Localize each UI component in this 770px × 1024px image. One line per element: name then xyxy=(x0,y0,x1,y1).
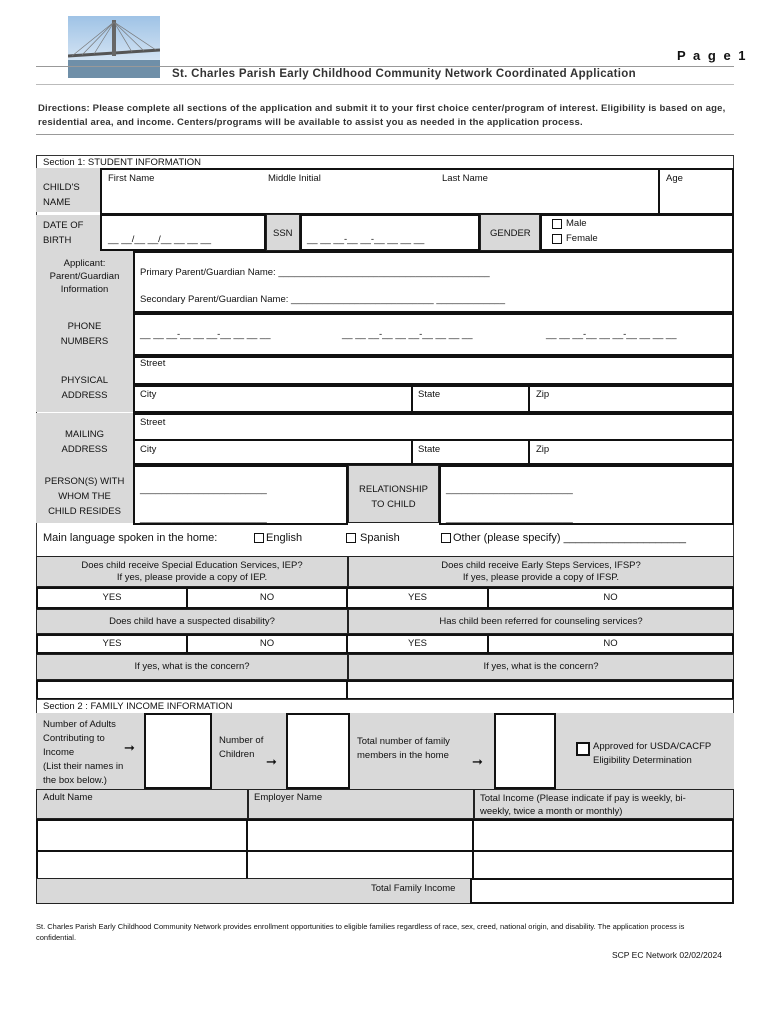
physical-street-label: Street xyxy=(140,358,166,369)
male-label: Male xyxy=(566,218,587,229)
income-row-1-employer[interactable] xyxy=(246,819,474,852)
physical-street-field[interactable] xyxy=(133,356,734,385)
ssn-label: SSN xyxy=(273,228,293,239)
concern-question-2: If yes, what is the concern? xyxy=(483,661,599,672)
phone-blank-3: __ __ __-__ __ __-__ __ __ __ xyxy=(546,329,677,340)
ifsp-question: Does child receive Early Steps Services, IFSP? If yes, please provide a copy of IFSP. xyxy=(441,560,641,583)
family-label: Total number of family members in the home xyxy=(357,736,450,761)
mailing-label: MAILING ADDRESS xyxy=(61,429,108,455)
persons-label: PERSON(S) WITH WHOM THE CHILD RESIDES xyxy=(44,476,125,517)
adult-name-label: Adult Name xyxy=(43,792,93,803)
disability-no: NO xyxy=(259,638,275,649)
ifsp-no: NO xyxy=(603,592,618,603)
relationship-label: RELATIONSHIP TO CHILD xyxy=(359,484,428,510)
children-count-field[interactable] xyxy=(286,713,350,789)
physical-label: PHYSICAL ADDRESS xyxy=(61,375,108,401)
persons-line-1: ________________________ xyxy=(140,484,267,495)
dob-blank: __ __/__ __/__ __ __ __ xyxy=(108,234,212,245)
persons-line-2: ________________________ xyxy=(140,513,267,524)
header-rule-2 xyxy=(36,84,734,85)
income-row-1-total[interactable] xyxy=(472,819,734,852)
counseling-no: NO xyxy=(603,638,618,649)
physical-city-label: City xyxy=(140,389,157,400)
childs-name-field[interactable] xyxy=(100,168,734,215)
mailing-state-label: State xyxy=(418,444,441,455)
relationship-line-1: ________________________ xyxy=(446,484,573,495)
iep-yes: YES xyxy=(102,592,122,603)
children-label: Number of Children xyxy=(219,735,264,760)
primary-guardian-line: Primary Parent/Guardian Name: ________________________________________ xyxy=(140,267,490,278)
total-family-income-label: Total Family Income xyxy=(371,883,456,894)
counseling-question: Has child been referred for counseling services? xyxy=(439,616,643,627)
counseling-yes: YES xyxy=(407,638,427,649)
mailing-street-label: Street xyxy=(140,417,166,428)
disability-question: Does child have a suspected disability? xyxy=(109,616,275,627)
concern-field-1[interactable] xyxy=(36,680,348,700)
physical-state-label: State xyxy=(418,389,441,400)
childs-name-label: CHILD'S NAME xyxy=(43,182,80,208)
form-title: St. Charles Parish Early Childhood Community Network Coordinated Application xyxy=(172,68,636,80)
ssn-blank: __ __ __-__ __-__ __ __ __ xyxy=(307,234,425,245)
usda-checkbox[interactable] xyxy=(576,742,590,756)
physical-zip-field[interactable] xyxy=(528,385,734,413)
total-income-label: Total Income (Please indicate if pay is weekly, bi- weekly, twice a month or monthly) xyxy=(480,793,686,817)
spanish-checkbox[interactable] xyxy=(346,533,356,543)
gender-label: GENDER xyxy=(490,228,531,239)
total-family-income-field[interactable] xyxy=(470,878,734,904)
other-label: Other (please specify) ____________________ xyxy=(453,532,687,544)
directions: Directions: Please complete all sections of the application and submit it to your first choice center/program of interest. Eligibility is based on age, residential area, and income. Centers/programs will be available to assist you as needed in the application process. xyxy=(38,103,726,128)
mailing-zip-field[interactable] xyxy=(528,439,734,465)
ifsp-yes: YES xyxy=(407,592,427,603)
directions-rule xyxy=(36,134,734,135)
usda-label: Approved for USDA/CACFP Eligibility Determination xyxy=(593,741,712,766)
section1-title: Section 1: STUDENT INFORMATION xyxy=(43,157,202,168)
section2-title: Section 2 : FAMILY INCOME INFORMATION xyxy=(43,701,233,712)
language-label: Main language spoken in the home: xyxy=(43,532,218,544)
family-arrow-icon: ➞ xyxy=(472,754,483,769)
secondary-guardian-line: Secondary Parent/Guardian Name: ___________________________ _____________ xyxy=(140,294,506,305)
disability-yes: YES xyxy=(102,638,122,649)
english-label: English xyxy=(266,532,303,544)
concern-question-1: If yes, what is the concern? xyxy=(134,661,250,672)
spanish-label: Spanish xyxy=(360,532,400,544)
female-label: Female xyxy=(566,233,598,244)
phone-label: PHONE NUMBERS xyxy=(60,321,109,347)
other-checkbox[interactable] xyxy=(441,533,451,543)
family-count-field[interactable] xyxy=(494,713,556,789)
footer-notice: St. Charles Parish Early Childhood Community Network provides enrollment opportunities to eligible families regardless of race, sex, creed, national origin, and disability. The application process is confidential. xyxy=(36,922,685,942)
mailing-city-label: City xyxy=(140,444,157,455)
income-row-2-adult[interactable] xyxy=(36,850,248,880)
age-label: Age xyxy=(666,173,683,184)
iep-question: Does child receive Special Education Services, IEP? If yes, please provide a copy of IEP. xyxy=(81,560,303,583)
first-name-label: First Name xyxy=(108,173,155,184)
mailing-street-field[interactable] xyxy=(133,413,734,441)
female-checkbox[interactable] xyxy=(552,234,562,244)
physical-zip-label: Zip xyxy=(536,389,550,400)
employer-name-label: Employer Name xyxy=(254,792,323,803)
income-row-2-employer[interactable] xyxy=(246,850,474,880)
concern-field-2[interactable] xyxy=(346,680,734,700)
adults-label: Number of Adults Contributing to Income (List their names in the box below.) xyxy=(43,719,124,786)
applicant-label: Applicant: Parent/Guardian Information xyxy=(49,258,120,295)
mailing-city-field[interactable] xyxy=(133,439,413,465)
mailing-zip-label: Zip xyxy=(536,444,550,455)
middle-initial-label: Middle Initial xyxy=(268,173,321,184)
adults-count-field[interactable] xyxy=(144,713,212,789)
page-label: P a g e 1 xyxy=(677,48,748,63)
income-row-2-total[interactable] xyxy=(472,850,734,880)
footer-version: SCP EC Network 02/02/2024 xyxy=(612,950,722,960)
phone-blank-2: __ __ __-__ __ __-__ __ __ __ xyxy=(342,329,473,340)
english-checkbox[interactable] xyxy=(254,533,264,543)
iep-no: NO xyxy=(259,592,275,603)
header-rule xyxy=(36,66,734,67)
adults-arrow-icon: ➞ xyxy=(124,740,135,755)
last-name-label: Last Name xyxy=(442,173,488,184)
income-row-1-adult[interactable] xyxy=(36,819,248,852)
children-arrow-icon: ➞ xyxy=(266,754,277,769)
bridge-logo xyxy=(68,16,160,78)
relationship-line-2: ________________________ xyxy=(446,513,573,524)
physical-city-field[interactable] xyxy=(133,385,413,413)
male-checkbox[interactable] xyxy=(552,219,562,229)
dob-label: DATE OF BIRTH xyxy=(43,220,84,246)
phone-blank-1: __ __ __-__ __ __-__ __ __ __ xyxy=(140,329,271,340)
